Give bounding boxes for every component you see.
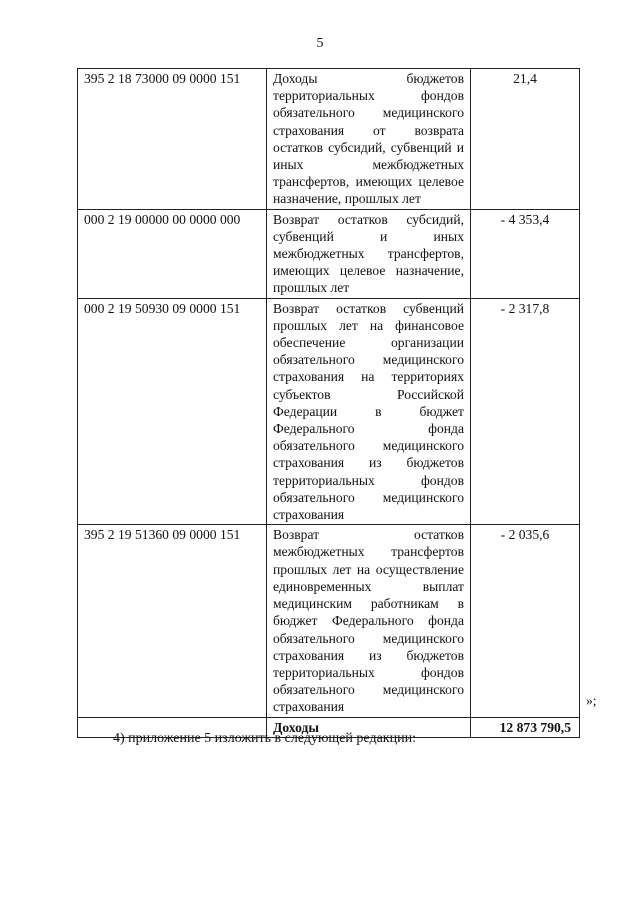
income-table bbox=[77, 68, 580, 738]
income-name-cell: Возврат остатков субсидий, субвенций и иных межбюджетных трансфертов, имеющих целевое назначение, прошлых лет bbox=[267, 209, 471, 298]
table-row bbox=[78, 298, 580, 525]
table-row bbox=[78, 69, 580, 210]
total-amount-cell: 12 873 790,5 bbox=[471, 717, 580, 737]
amendment-paragraph: 4) приложение 5 изложить в следующей редакции: bbox=[113, 731, 416, 746]
amount-cell: 21,4 bbox=[471, 69, 580, 210]
amount-cell: - 2 317,8 bbox=[471, 298, 580, 525]
income-name-cell: Возврат остатков межбюджетных трансфертов прошлых лет на осуществление единовременных выплат медицинским работникам в бюджет Федерального фонда обязательного медицинского страхования из бюджетов территориальных фондов обязательного медицинского страхования bbox=[267, 525, 471, 717]
budget-code-cell: 395 2 19 51360 09 0000 151 bbox=[78, 525, 267, 717]
income-name-cell: Доходы бюджетов территориальных фондов обязательного медицинского страхования от возврата остатков субсидий, субвенций и иных межбюджетных трансфертов, имеющих целевое назначение, прошлых лет bbox=[267, 69, 471, 210]
table-row bbox=[78, 209, 580, 298]
closing-quote-mark: »; bbox=[586, 693, 597, 708]
page-number: 5 bbox=[316, 36, 324, 51]
income-name-cell: Возврат остатков субвенций прошлых лет на финансовое обеспечение организации обязательного медицинского страхования на территориях субъектов Российской Федерации в бюджет Федерального фонда обязательного медицинского страхования из бюджетов территориальных фондов обязательного медицинского страхования bbox=[267, 298, 471, 525]
budget-code-cell: 000 2 19 50930 09 0000 151 bbox=[78, 298, 267, 525]
table-row bbox=[78, 525, 580, 717]
amount-cell: - 2 035,6 bbox=[471, 525, 580, 717]
total-label-cell: Доходы bbox=[267, 717, 471, 737]
amount-cell: - 4 353,4 bbox=[471, 209, 580, 298]
budget-code-cell: 000 2 19 00000 00 0000 000 bbox=[78, 209, 267, 298]
budget-code-cell: 395 2 18 73000 09 0000 151 bbox=[78, 69, 267, 210]
